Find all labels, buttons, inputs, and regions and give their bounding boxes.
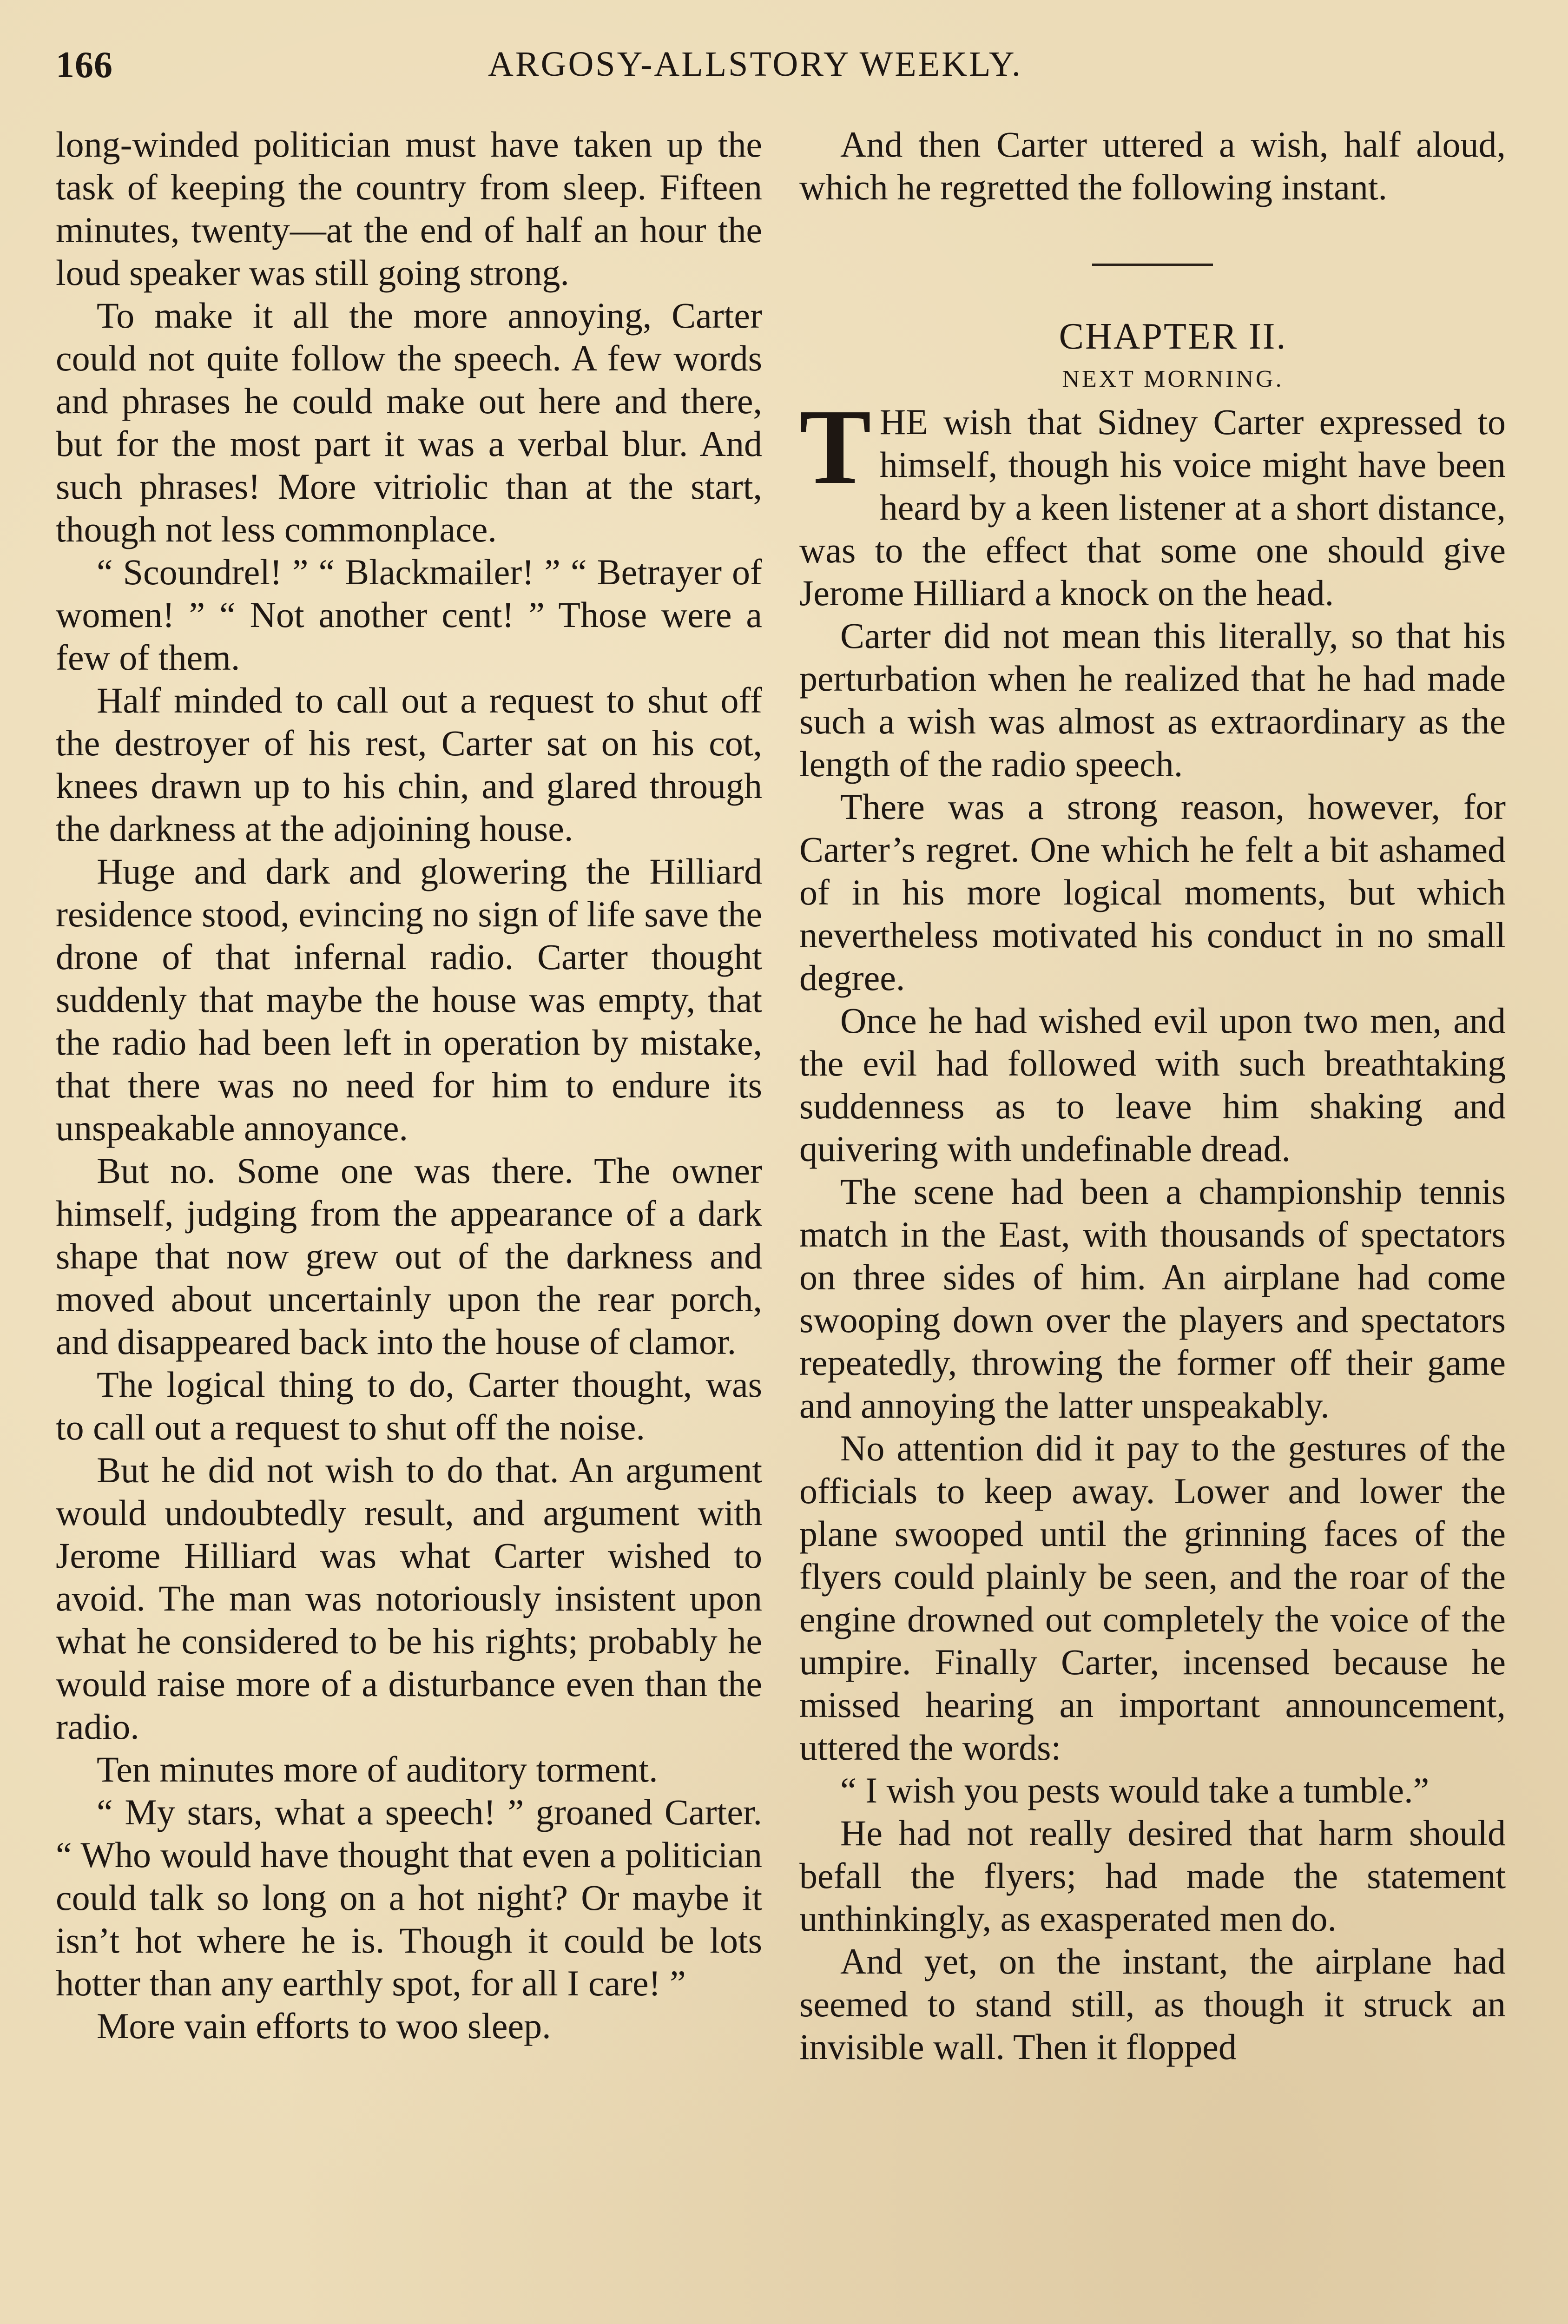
left-column: [56, 123, 762, 2047]
page-header: [56, 44, 1515, 95]
paragraph: To make it all the more annoying, Carter could not quite follow the speech. A few words and phrases he could make out here and there, but for the most part it was a verbal blur. And such phrases! More vitriolic than at the start, though not less commonplace.: [56, 295, 762, 549]
paragraph: There was a strong reason, however, for Carter’s regret. One which he felt a bit ashamed of in his more logical moments, but which nevertheless motivated his conduct in no small degree.: [799, 786, 1506, 998]
paragraph: More vain efforts to woo sleep.: [97, 2006, 551, 2046]
paragraph: Ten minutes more of auditory torment.: [97, 1749, 658, 1789]
paragraph: long-winded politician must have taken up the task of keeping the country from sleep. Fifteen minutes, twenty—at the end of half an hour the loud speaker was still going strong.: [56, 124, 762, 293]
paragraph: Half minded to call out a request to shut off the destroyer of his rest, Carter sat on his cot, knees drawn up to his chin, and glared through the darkness at the adjoining house.: [56, 680, 762, 849]
chapter-opening-paragraph: [799, 387, 1506, 614]
chapter-title: CHAPTER II.: [1059, 316, 1287, 357]
paragraph: He had not really desired that harm should befall the flyers; had made the statement unthinkingly, as exasperated men do.: [799, 1813, 1506, 1939]
paragraph: Once he had wished evil upon two men, and the evil had followed with such breathtaking suddenness as to leave him shaking and quivering with undefinable dread.: [799, 1000, 1506, 1169]
paragraph: “ Scoundrel! ” “ Blackmailer! ” “ Betrayer of women! ” “ Not another cent! ” Those were a few of them.: [56, 552, 762, 678]
paragraph: But no. Some one was there. The owner himself, judging from the appearance of a dark shape that now grew out of the darkness and moved about uncertainly upon the rear porch, and disappeared back into the house of clamor.: [56, 1150, 762, 1362]
section-divider: [1092, 264, 1213, 266]
page-number: 166: [56, 45, 113, 86]
paragraph-text: HE wish that Sidney Carter expressed to himself, though his voice might have been heard by a keen listener at a short distance, was to the effect that some one should give Jerome Hilliard a knock on the head.: [799, 402, 1506, 613]
paragraph: Huge and dark and glowering the Hilliard residence stood, evincing no sign of life save the drone of that infernal radio. Carter thought suddenly that maybe the house was empty, that the radio had been left in operation by mistake, that there was no need for him to endure its unspeakable annoyance.: [56, 851, 762, 1148]
paragraph: “ My stars, what a speech! ” groaned Carter. “ Who would have thought that even a politician could talk so long on a hot night? Or maybe it isn’t hot where he is. Though it could be lots hotter than any earthly spot, for all I care! ”: [56, 1792, 762, 2003]
running-title: ARGOSY-ALLSTORY WEEKLY.: [488, 45, 1022, 84]
paragraph: But he did not wish to do that. An argument would undoubtedly result, and argument with Jerome Hilliard was what Carter wished to avoid. The man was notoriously insistent upon what he considered to be his rights; probably he would raise more of a disturbance even than the radio.: [56, 1450, 762, 1747]
paragraph: The scene had been a championship tennis match in the East, with thousands of spectators on three sides of him. An airplane had come swooping down over the players and spectators repeatedly, throwing the former off their game and annoying the latter unspeakably.: [799, 1171, 1506, 1426]
drop-cap: T: [799, 387, 871, 507]
paragraph: “ I wish you pests would take a tumble.”: [840, 1770, 1430, 1810]
paragraph: No attention did it pay to the gestures of the officials to keep away. Lower and lower the plane swooped until the grinning faces of the flyers could plainly be seen, and the roar of the engine drowned out completely the voice of the umpire. Finally Carter, incensed because he missed hearing an important announcement, uttered the words:: [799, 1428, 1506, 1768]
paragraph: Carter did not mean this literally, so that his perturbation when he realized that he had made such a wish was almost as extraordinary as the length of the radio speech.: [799, 615, 1506, 784]
paragraph: And yet, on the instant, the airplane had seemed to stand still, as though it struck an invisible wall. Then it flopped: [799, 1941, 1506, 2067]
paragraph: The logical thing to do, Carter thought, was to call out a request to shut off the noise.: [56, 1364, 762, 1447]
right-column: [799, 123, 1506, 2068]
paragraph: And then Carter uttered a wish, half aloud, which he regretted the following instant.: [799, 124, 1506, 207]
chapter-subtitle: NEXT MORNING.: [1062, 366, 1284, 392]
